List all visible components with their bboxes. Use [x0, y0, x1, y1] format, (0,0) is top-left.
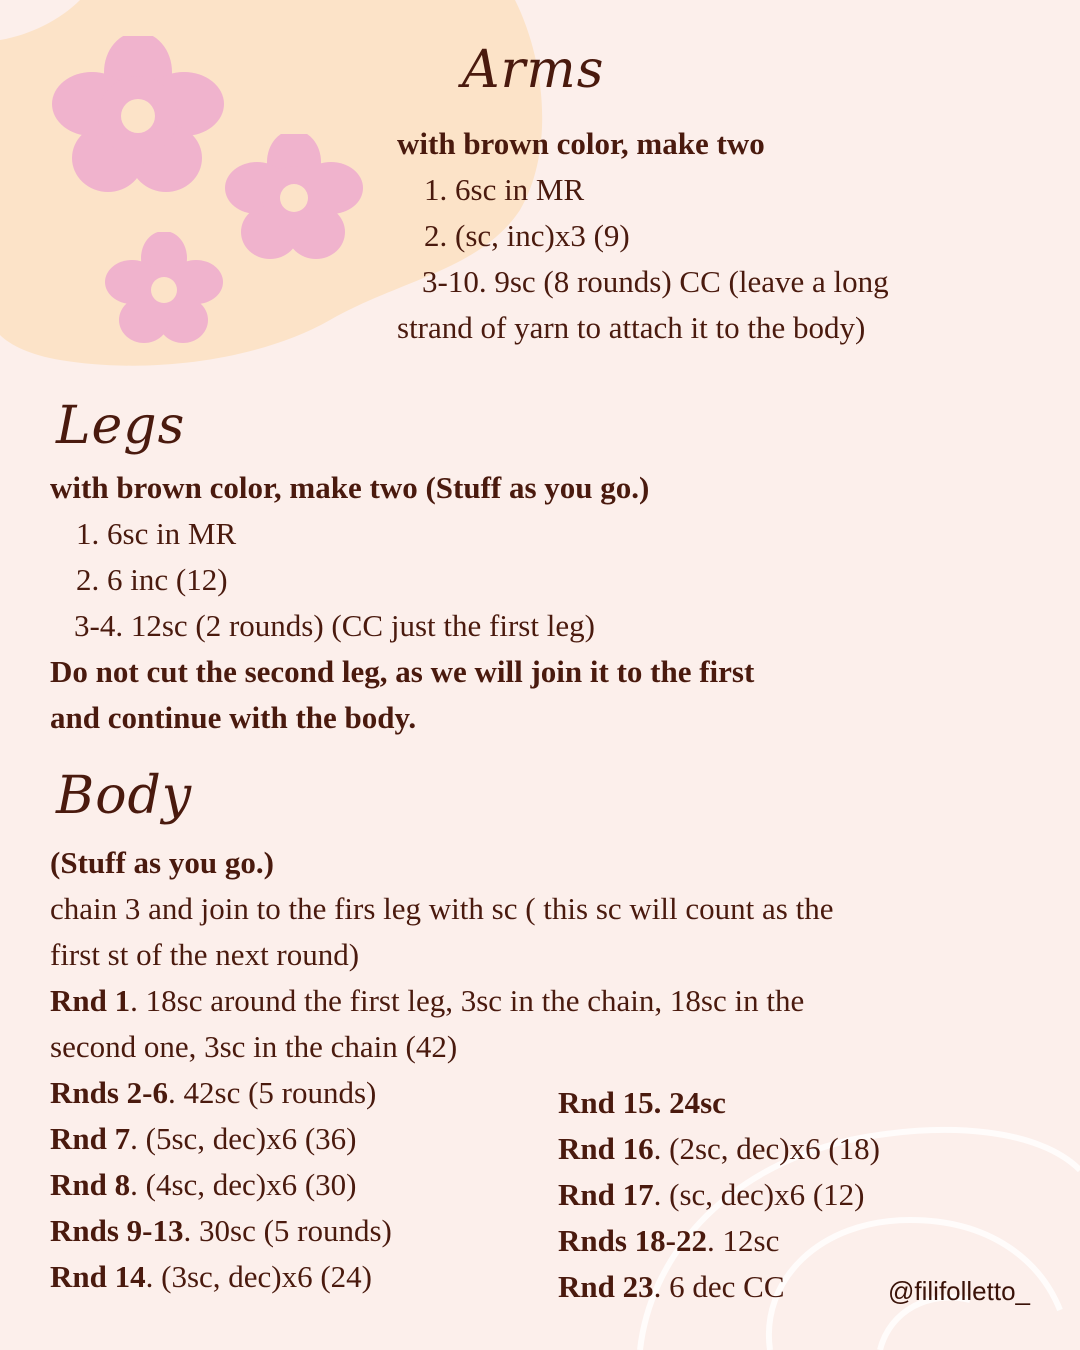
round-text: . (3sc, dec)x6 (24) — [145, 1259, 373, 1294]
body-round — [50, 978, 804, 1024]
round-text: . 6 dec CC — [653, 1269, 785, 1304]
round-label: Rnd 23 — [558, 1269, 654, 1304]
arms-step: 2. (sc, inc)x3 (9) — [424, 218, 630, 253]
legs-step: 1. 6sc in MR — [76, 516, 237, 551]
body-round — [50, 1162, 357, 1208]
body-round — [558, 1080, 726, 1126]
legs-step: 2. 6 inc (12) — [76, 562, 228, 597]
round-text: . 30sc (5 rounds) — [183, 1213, 392, 1248]
flower-icon — [222, 134, 366, 262]
round-label: Rnds 2-6 — [50, 1075, 169, 1110]
body-round — [50, 1070, 376, 1116]
round-label: Rnd 7 — [50, 1121, 131, 1156]
body-round — [50, 1116, 357, 1162]
round-label: Rnd 15. 24sc — [558, 1085, 726, 1120]
legs-step: 3-4. 12sc (2 rounds) (CC just the first leg) — [74, 608, 595, 643]
body-round — [558, 1172, 865, 1218]
legs-note: and continue with the body. — [50, 700, 417, 735]
round-label: Rnds 9-13 — [50, 1213, 184, 1248]
round-text: . (5sc, dec)x6 (36) — [130, 1121, 357, 1156]
author-handle: @filifolletto_ — [888, 1276, 1031, 1306]
body-round — [50, 1254, 372, 1300]
round-text: . 42sc (5 rounds) — [168, 1075, 377, 1110]
body-text: chain 3 and join to the firs leg with sc ( this sc will count as the — [50, 891, 834, 926]
legs-intro: with brown color, make two (Stuff as you go.) — [50, 470, 650, 505]
body-title: Body — [56, 766, 193, 826]
round-text: . (sc, dec)x6 (12) — [653, 1177, 865, 1212]
arms-step: 3-10. 9sc (8 rounds) CC (leave a long — [422, 264, 889, 299]
round-label: Rnd 1 — [50, 983, 131, 1018]
body-intro: (Stuff as you go.) — [50, 845, 274, 880]
body-round-continuation: second one, 3sc in the chain (42) — [50, 1029, 458, 1064]
round-label: Rnd 17 — [558, 1177, 654, 1212]
arms-step-continuation: strand of yarn to attach it to the body) — [397, 310, 866, 345]
body-round — [558, 1264, 785, 1310]
round-label: Rnd 8 — [50, 1167, 131, 1202]
flower-icon — [104, 232, 224, 348]
round-text: . 12sc — [707, 1223, 780, 1258]
round-label: Rnd 14 — [50, 1259, 146, 1294]
round-label: Rnd 16 — [558, 1131, 654, 1166]
arms-step: 1. 6sc in MR — [424, 172, 585, 207]
arms-title: Arms — [462, 40, 605, 100]
legs-note: Do not cut the second leg, as we will join it to the first — [50, 654, 755, 689]
body-round — [50, 1208, 392, 1254]
flower-icon — [48, 36, 228, 196]
body-round — [558, 1126, 880, 1172]
round-text: . 18sc around the first leg, 3sc in the chain, 18sc in the — [130, 983, 805, 1018]
round-label: Rnds 18-22 — [558, 1223, 708, 1258]
body-text: first st of the next round) — [50, 937, 360, 972]
legs-title: Legs — [56, 396, 186, 456]
arms-intro: with brown color, make two — [397, 126, 765, 161]
body-round — [558, 1218, 779, 1264]
round-text: . (4sc, dec)x6 (30) — [130, 1167, 357, 1202]
round-text: . (2sc, dec)x6 (18) — [653, 1131, 881, 1166]
